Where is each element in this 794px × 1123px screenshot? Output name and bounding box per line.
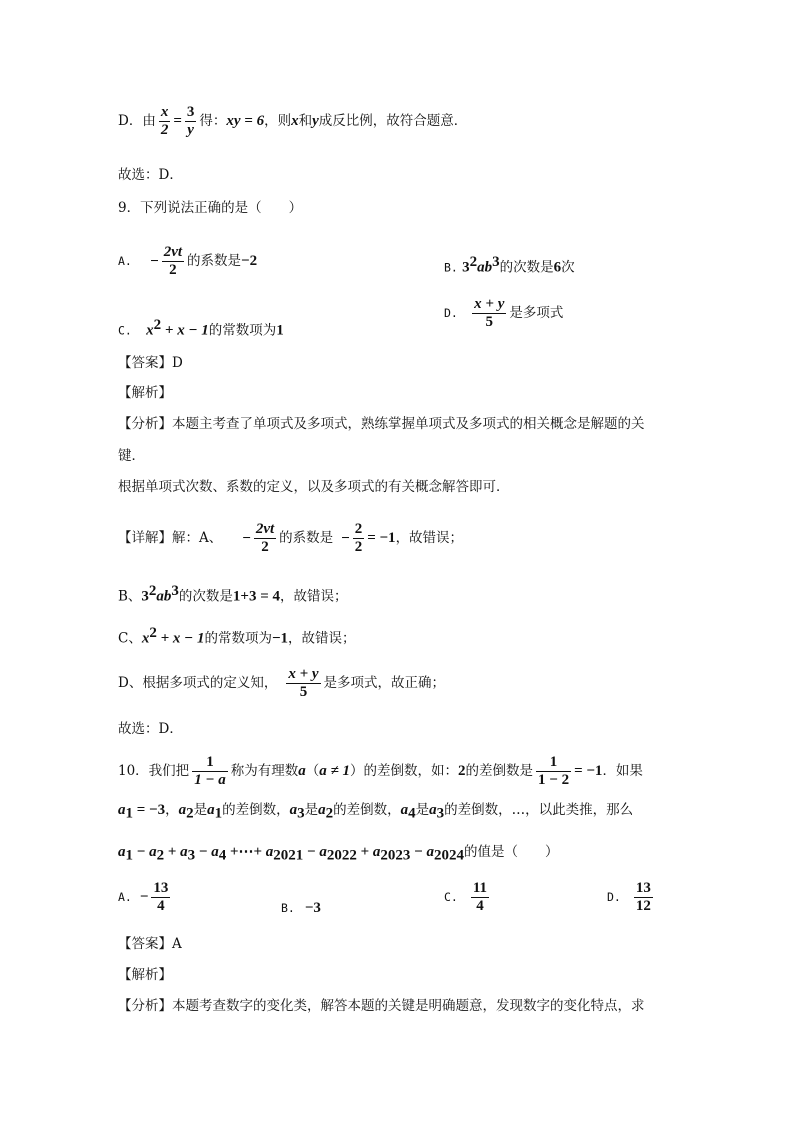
fraction-13-over-12: $\frac{13}{12}$ bbox=[635, 880, 651, 914]
q10-option-c: C. $\frac{11}{4}$ bbox=[444, 880, 488, 914]
fraction-x-plus-y-over-5: $\frac{x + y}{5}$ bbox=[288, 666, 319, 700]
fraction-2vt-over-2: $\frac{2vt}{2}$ bbox=[163, 244, 183, 278]
q9-option-d: D. $\frac{x + y}{5}$ 是多项式 bbox=[444, 296, 564, 330]
q9-conclusion: 故选：D． bbox=[118, 721, 183, 737]
q9-option-a: A. − $\frac{2vt}{2}$ 的系数是−2 bbox=[118, 244, 258, 278]
fraction-1-over-1-minus-a: $\frac{1}{1 - a}$ bbox=[194, 754, 226, 788]
q10-option-b: B. −3 bbox=[281, 900, 321, 916]
fraction-2vt-over-2: $\frac{2vt}{2}$ bbox=[255, 521, 275, 555]
fraction-1-over-1-minus-2: $\frac{1}{1 - 2}$ bbox=[538, 754, 570, 788]
conclusion-text: 故选：D． bbox=[118, 167, 183, 183]
q9-detail-a: 【详解】解：A、 − $\frac{2vt}{2}$ 的系数是 − $\frac{2}{2}$ = −1，故错误； bbox=[118, 521, 464, 555]
question-9-stem: 9．下列说法正确的是（ ） bbox=[118, 200, 303, 216]
q9-analysis-line-1: 【分析】本题主考查了单项式及多项式，熟练掌握单项式及多项式的相关概念是解题的关 bbox=[118, 416, 645, 432]
option-d-label: D．由 bbox=[118, 113, 156, 129]
q9-analysis-line-2: 键． bbox=[118, 448, 145, 464]
fraction-x-plus-y-over-5: $\frac{x + y}{5}$ bbox=[474, 296, 505, 330]
fraction-3-over-y: $\frac{3}{y}$ bbox=[186, 104, 195, 138]
q10-analysis-heading: 【解析】 bbox=[118, 967, 172, 983]
question-10-stem-line-1: 10．我们把 $\frac{1}{1 - a}$ 称为有理数a（a ≠ 1）的差倒数，如：2的差倒数是 $\frac{1}{1 - 2}$ = −1．如果 bbox=[118, 754, 643, 788]
q9-option-b: B. $3^2ab^3$的次数是6次 bbox=[444, 254, 575, 276]
q10-option-a: A. − $\frac{13}{4}$ bbox=[118, 880, 169, 914]
q10-option-d: D. $\frac{13}{12}$ bbox=[607, 880, 651, 914]
q10-answer: 【答案】A bbox=[118, 936, 182, 952]
q9-detail-c: C、$x^2 + x - 1$的常数项为−1，故错误； bbox=[118, 625, 356, 647]
question-10-stem-line-2: $a_1 = -3$，$a_2$是$a_1$的差倒数，$a_3$是$a_2$的差倒数，$a_4$是$a_3$的差倒数，…，以此类推，那么 bbox=[118, 802, 634, 822]
q9-answer: 【答案】D bbox=[118, 355, 183, 371]
q9-detail-d: D、根据多项式的定义知， $\frac{x + y}{5}$ 是多项式，故正确； bbox=[118, 666, 446, 700]
option-d-line: D．由 $\frac{x}{2}$ = $\frac{3}{y}$ 得：xy = 6，则x和y成反比例，故符合题意． bbox=[118, 104, 468, 138]
q9-analysis-line-3: 根据单项式次数、系数的定义，以及多项式的有关概念解答即可． bbox=[118, 479, 510, 495]
fraction-2-over-2: $\frac{2}{2}$ bbox=[354, 521, 363, 555]
q9-detail-b: B、$3^2ab^3$的次数是1+3 = 4，故错误； bbox=[118, 583, 348, 605]
q9-option-c: C. $x^2 + x - 1$的常数项为1 bbox=[118, 317, 284, 339]
q10-analysis-line-1: 【分析】本题考查数字的变化类，解答本题的关键是明确题意，发现数字的变化特点，求 bbox=[118, 998, 645, 1014]
fraction-13-over-4: $\frac{13}{4}$ bbox=[153, 880, 169, 914]
fraction-x-over-2: $\frac{x}{2}$ bbox=[160, 104, 169, 138]
q9-analysis-heading: 【解析】 bbox=[118, 385, 172, 401]
question-10-stem-line-3: $a_1 - a_2 + a_3 - a_4$ +⋯+ $a_{2021} - a_{2022} + a_{2023} - a_{2024}$的值是（ ） bbox=[118, 844, 559, 864]
fraction-11-over-4: $\frac{11}{4}$ bbox=[472, 880, 488, 914]
